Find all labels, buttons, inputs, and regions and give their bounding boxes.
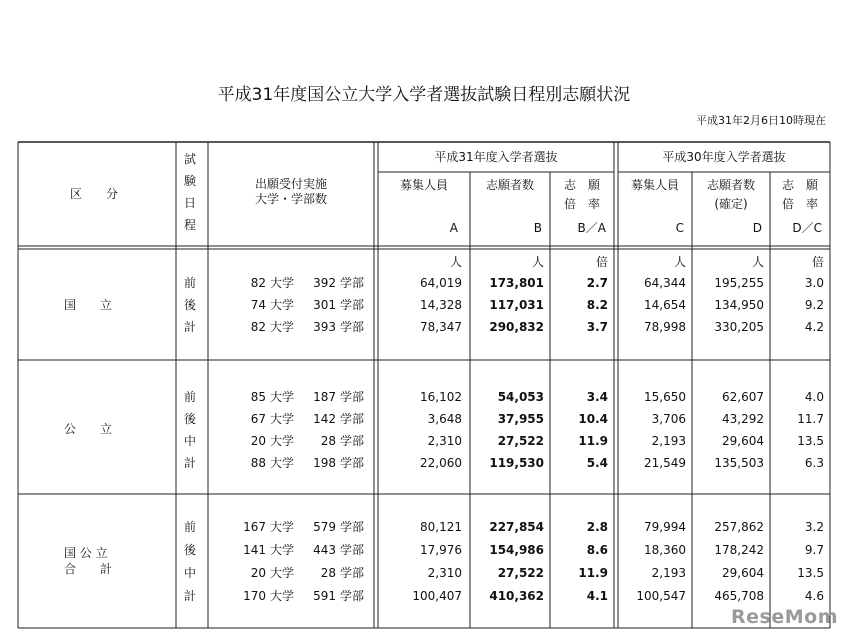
university-unit: 大学 xyxy=(270,566,295,580)
cell-bairitsu-h31: 2.7 xyxy=(586,276,608,290)
cell-shigan-h30: 29,604 xyxy=(722,434,764,448)
cell-bairitsu-h30: 11.7 xyxy=(797,412,824,426)
header-bairitsu-h31-1: 志 願 xyxy=(563,178,600,192)
unit-d: 人 xyxy=(751,255,764,269)
cell-boshu-h30: 79,994 xyxy=(644,520,686,534)
faculty-unit: 学部 xyxy=(340,456,365,470)
cell-shigan-h31: 37,955 xyxy=(497,412,544,426)
cell-boshu-h31: 17,976 xyxy=(420,543,462,557)
exam-schedule: 計 xyxy=(184,456,197,470)
cell-bairitsu-h31: 4.1 xyxy=(586,589,608,603)
cell-boshu-h30: 64,344 xyxy=(644,276,686,290)
header-kakutei: (確定) xyxy=(714,197,748,211)
header-shigan-h30: 志願者数 xyxy=(706,178,755,192)
exam-schedule: 後 xyxy=(184,412,197,426)
unit-ba: 倍 xyxy=(595,255,608,269)
header-h30: 平成30年度入学者選抜 xyxy=(662,150,786,164)
faculty-unit: 学部 xyxy=(340,412,365,426)
header-nittei-1: 試 xyxy=(184,152,197,166)
header-nittei-3: 日 xyxy=(184,196,197,210)
faculty-count: 392 xyxy=(313,276,336,290)
cell-boshu-h30: 3,706 xyxy=(651,412,686,426)
header-bairitsu-h30-1: 志 願 xyxy=(781,178,818,192)
faculty-unit: 学部 xyxy=(340,566,365,580)
university-count: 82 xyxy=(250,320,266,334)
header-h31: 平成31年度入学者選抜 xyxy=(434,150,558,164)
header-shigan-h31: 志願者数 xyxy=(485,178,534,192)
cell-bairitsu-h31: 11.9 xyxy=(578,434,608,448)
cell-shigan-h31: 27,522 xyxy=(497,566,544,580)
university-count: 167 xyxy=(243,520,266,534)
university-unit: 大学 xyxy=(270,543,295,557)
faculty-unit: 学部 xyxy=(340,434,365,448)
header-bairitsu-h31-2: 倍 率 xyxy=(563,197,600,211)
cell-boshu-h31: 16,102 xyxy=(420,390,462,404)
university-unit: 大学 xyxy=(270,320,295,334)
cell-shigan-h30: 178,242 xyxy=(714,543,764,557)
cell-boshu-h31: 64,019 xyxy=(420,276,462,290)
header-jisshi-2: 大学・学部数 xyxy=(254,192,327,206)
exam-schedule: 前 xyxy=(184,520,197,534)
faculty-count: 393 xyxy=(313,320,336,334)
university-count: 82 xyxy=(250,276,266,290)
cell-shigan-h30: 195,255 xyxy=(714,276,764,290)
cell-shigan-h30: 43,292 xyxy=(722,412,764,426)
unit-a: 人 xyxy=(449,255,462,269)
cell-shigan-h31: 54,053 xyxy=(497,390,544,404)
group-name: 国 立 xyxy=(64,298,113,312)
cell-bairitsu-h31: 8.2 xyxy=(586,298,608,312)
faculty-unit: 学部 xyxy=(340,589,365,603)
faculty-count: 443 xyxy=(313,543,336,557)
cell-boshu-h30: 2,193 xyxy=(651,566,686,580)
cell-shigan-h30: 465,708 xyxy=(714,589,764,603)
cell-bairitsu-h31: 8.6 xyxy=(586,543,608,557)
cell-shigan-h30: 330,205 xyxy=(714,320,764,334)
cell-boshu-h30: 21,549 xyxy=(644,456,686,470)
university-unit: 大学 xyxy=(270,298,295,312)
faculty-unit: 学部 xyxy=(340,390,365,404)
code-ba: B／A xyxy=(577,221,606,235)
cell-boshu-h30: 18,360 xyxy=(644,543,686,557)
university-count: 141 xyxy=(243,543,266,557)
faculty-count: 591 xyxy=(313,589,336,603)
cell-bairitsu-h31: 3.4 xyxy=(586,390,608,404)
cell-bairitsu-h30: 13.5 xyxy=(797,434,824,448)
cell-boshu-h31: 80,121 xyxy=(420,520,462,534)
cell-shigan-h30: 134,950 xyxy=(714,298,764,312)
faculty-count: 198 xyxy=(313,456,336,470)
exam-schedule: 後 xyxy=(184,298,197,312)
cell-boshu-h31: 78,347 xyxy=(420,320,462,334)
cell-shigan-h30: 135,503 xyxy=(714,456,764,470)
cell-bairitsu-h30: 3.0 xyxy=(804,276,824,290)
header-kubun: 区 分 xyxy=(70,187,119,201)
header-boshu-h31: 募集人員 xyxy=(399,178,448,192)
faculty-unit: 学部 xyxy=(340,520,365,534)
university-count: 170 xyxy=(243,589,266,603)
group-name: 合 計 xyxy=(64,562,113,576)
cell-boshu-h30: 2,193 xyxy=(651,434,686,448)
cell-bairitsu-h30: 4.2 xyxy=(804,320,824,334)
cell-shigan-h31: 154,986 xyxy=(489,543,544,557)
cell-boshu-h30: 15,650 xyxy=(644,390,686,404)
cell-bairitsu-h31: 11.9 xyxy=(578,566,608,580)
exam-schedule: 後 xyxy=(184,543,197,557)
university-unit: 大学 xyxy=(270,276,295,290)
cell-shigan-h31: 290,832 xyxy=(489,320,544,334)
cell-bairitsu-h30: 4.0 xyxy=(804,390,824,404)
cell-bairitsu-h31: 2.8 xyxy=(586,520,608,534)
cell-bairitsu-h30: 4.6 xyxy=(804,589,824,603)
faculty-unit: 学部 xyxy=(340,543,365,557)
logo: ReseMom xyxy=(731,606,838,628)
cell-bairitsu-h30: 9.2 xyxy=(804,298,824,312)
faculty-count: 28 xyxy=(320,434,336,448)
header-nittei-4: 程 xyxy=(184,218,197,232)
university-unit: 大学 xyxy=(270,390,295,404)
university-count: 85 xyxy=(250,390,266,404)
faculty-count: 28 xyxy=(320,566,336,580)
cell-boshu-h31: 14,328 xyxy=(420,298,462,312)
university-unit: 大学 xyxy=(270,520,295,534)
cell-bairitsu-h30: 6.3 xyxy=(804,456,824,470)
cell-boshu-h30: 78,998 xyxy=(644,320,686,334)
exam-schedule: 前 xyxy=(184,390,197,404)
university-count: 74 xyxy=(250,298,266,312)
group-name: 国 公 立 xyxy=(64,546,108,560)
university-unit: 大学 xyxy=(270,412,295,426)
university-count: 20 xyxy=(250,566,266,580)
faculty-unit: 学部 xyxy=(340,320,365,334)
faculty-count: 579 xyxy=(313,520,336,534)
university-count: 20 xyxy=(250,434,266,448)
cell-bairitsu-h30: 13.5 xyxy=(797,566,824,580)
page-title: 平成31年度国公立大学入学者選抜試験日程別志願状況 xyxy=(217,85,631,105)
exam-schedule: 前 xyxy=(184,276,197,290)
cell-shigan-h31: 119,530 xyxy=(489,456,544,470)
cell-boshu-h31: 2,310 xyxy=(427,434,462,448)
cell-shigan-h30: 62,607 xyxy=(722,390,764,404)
cell-bairitsu-h30: 3.2 xyxy=(804,520,824,534)
cell-shigan-h31: 117,031 xyxy=(489,298,544,312)
cell-boshu-h31: 22,060 xyxy=(420,456,462,470)
header-jisshi-1: 出願受付実施 xyxy=(254,177,327,191)
code-d: D xyxy=(752,221,762,235)
code-b: B xyxy=(533,221,542,235)
cell-shigan-h31: 410,362 xyxy=(489,589,544,603)
university-unit: 大学 xyxy=(270,456,295,470)
faculty-unit: 学部 xyxy=(340,298,365,312)
university-unit: 大学 xyxy=(270,589,295,603)
unit-c: 人 xyxy=(673,255,686,269)
cell-bairitsu-h31: 5.4 xyxy=(586,456,608,470)
faculty-unit: 学部 xyxy=(340,276,365,290)
faculty-count: 187 xyxy=(313,390,336,404)
cell-boshu-h31: 100,407 xyxy=(412,589,462,603)
cell-boshu-h31: 3,648 xyxy=(427,412,462,426)
university-count: 67 xyxy=(250,412,266,426)
faculty-count: 301 xyxy=(313,298,336,312)
code-a: A xyxy=(449,221,458,235)
cell-boshu-h30: 14,654 xyxy=(644,298,686,312)
exam-schedule: 計 xyxy=(184,320,197,334)
as-of-date: 平成31年2月6日10時現在 xyxy=(696,114,826,127)
exam-schedule: 中 xyxy=(184,434,197,448)
cell-shigan-h31: 227,854 xyxy=(489,520,544,534)
university-unit: 大学 xyxy=(270,434,295,448)
group-name: 公 立 xyxy=(64,422,113,436)
cell-shigan-h30: 29,604 xyxy=(722,566,764,580)
exam-schedule: 計 xyxy=(184,589,197,603)
unit-dc: 倍 xyxy=(811,255,824,269)
code-c: C xyxy=(675,221,684,235)
cell-shigan-h31: 27,522 xyxy=(497,434,544,448)
header-bairitsu-h30-2: 倍 率 xyxy=(781,197,818,211)
cell-boshu-h31: 2,310 xyxy=(427,566,462,580)
header-boshu-h30: 募集人員 xyxy=(630,178,679,192)
faculty-count: 142 xyxy=(313,412,336,426)
header-nittei-2: 験 xyxy=(184,174,197,188)
university-count: 88 xyxy=(250,456,266,470)
exam-schedule: 中 xyxy=(184,566,197,580)
cell-bairitsu-h30: 9.7 xyxy=(804,543,824,557)
cell-shigan-h31: 173,801 xyxy=(489,276,544,290)
cell-bairitsu-h31: 3.7 xyxy=(586,320,608,334)
cell-bairitsu-h31: 10.4 xyxy=(578,412,608,426)
cell-shigan-h30: 257,862 xyxy=(714,520,764,534)
code-dc: D／C xyxy=(792,221,822,235)
cell-boshu-h30: 100,547 xyxy=(636,589,686,603)
unit-b: 人 xyxy=(531,255,544,269)
